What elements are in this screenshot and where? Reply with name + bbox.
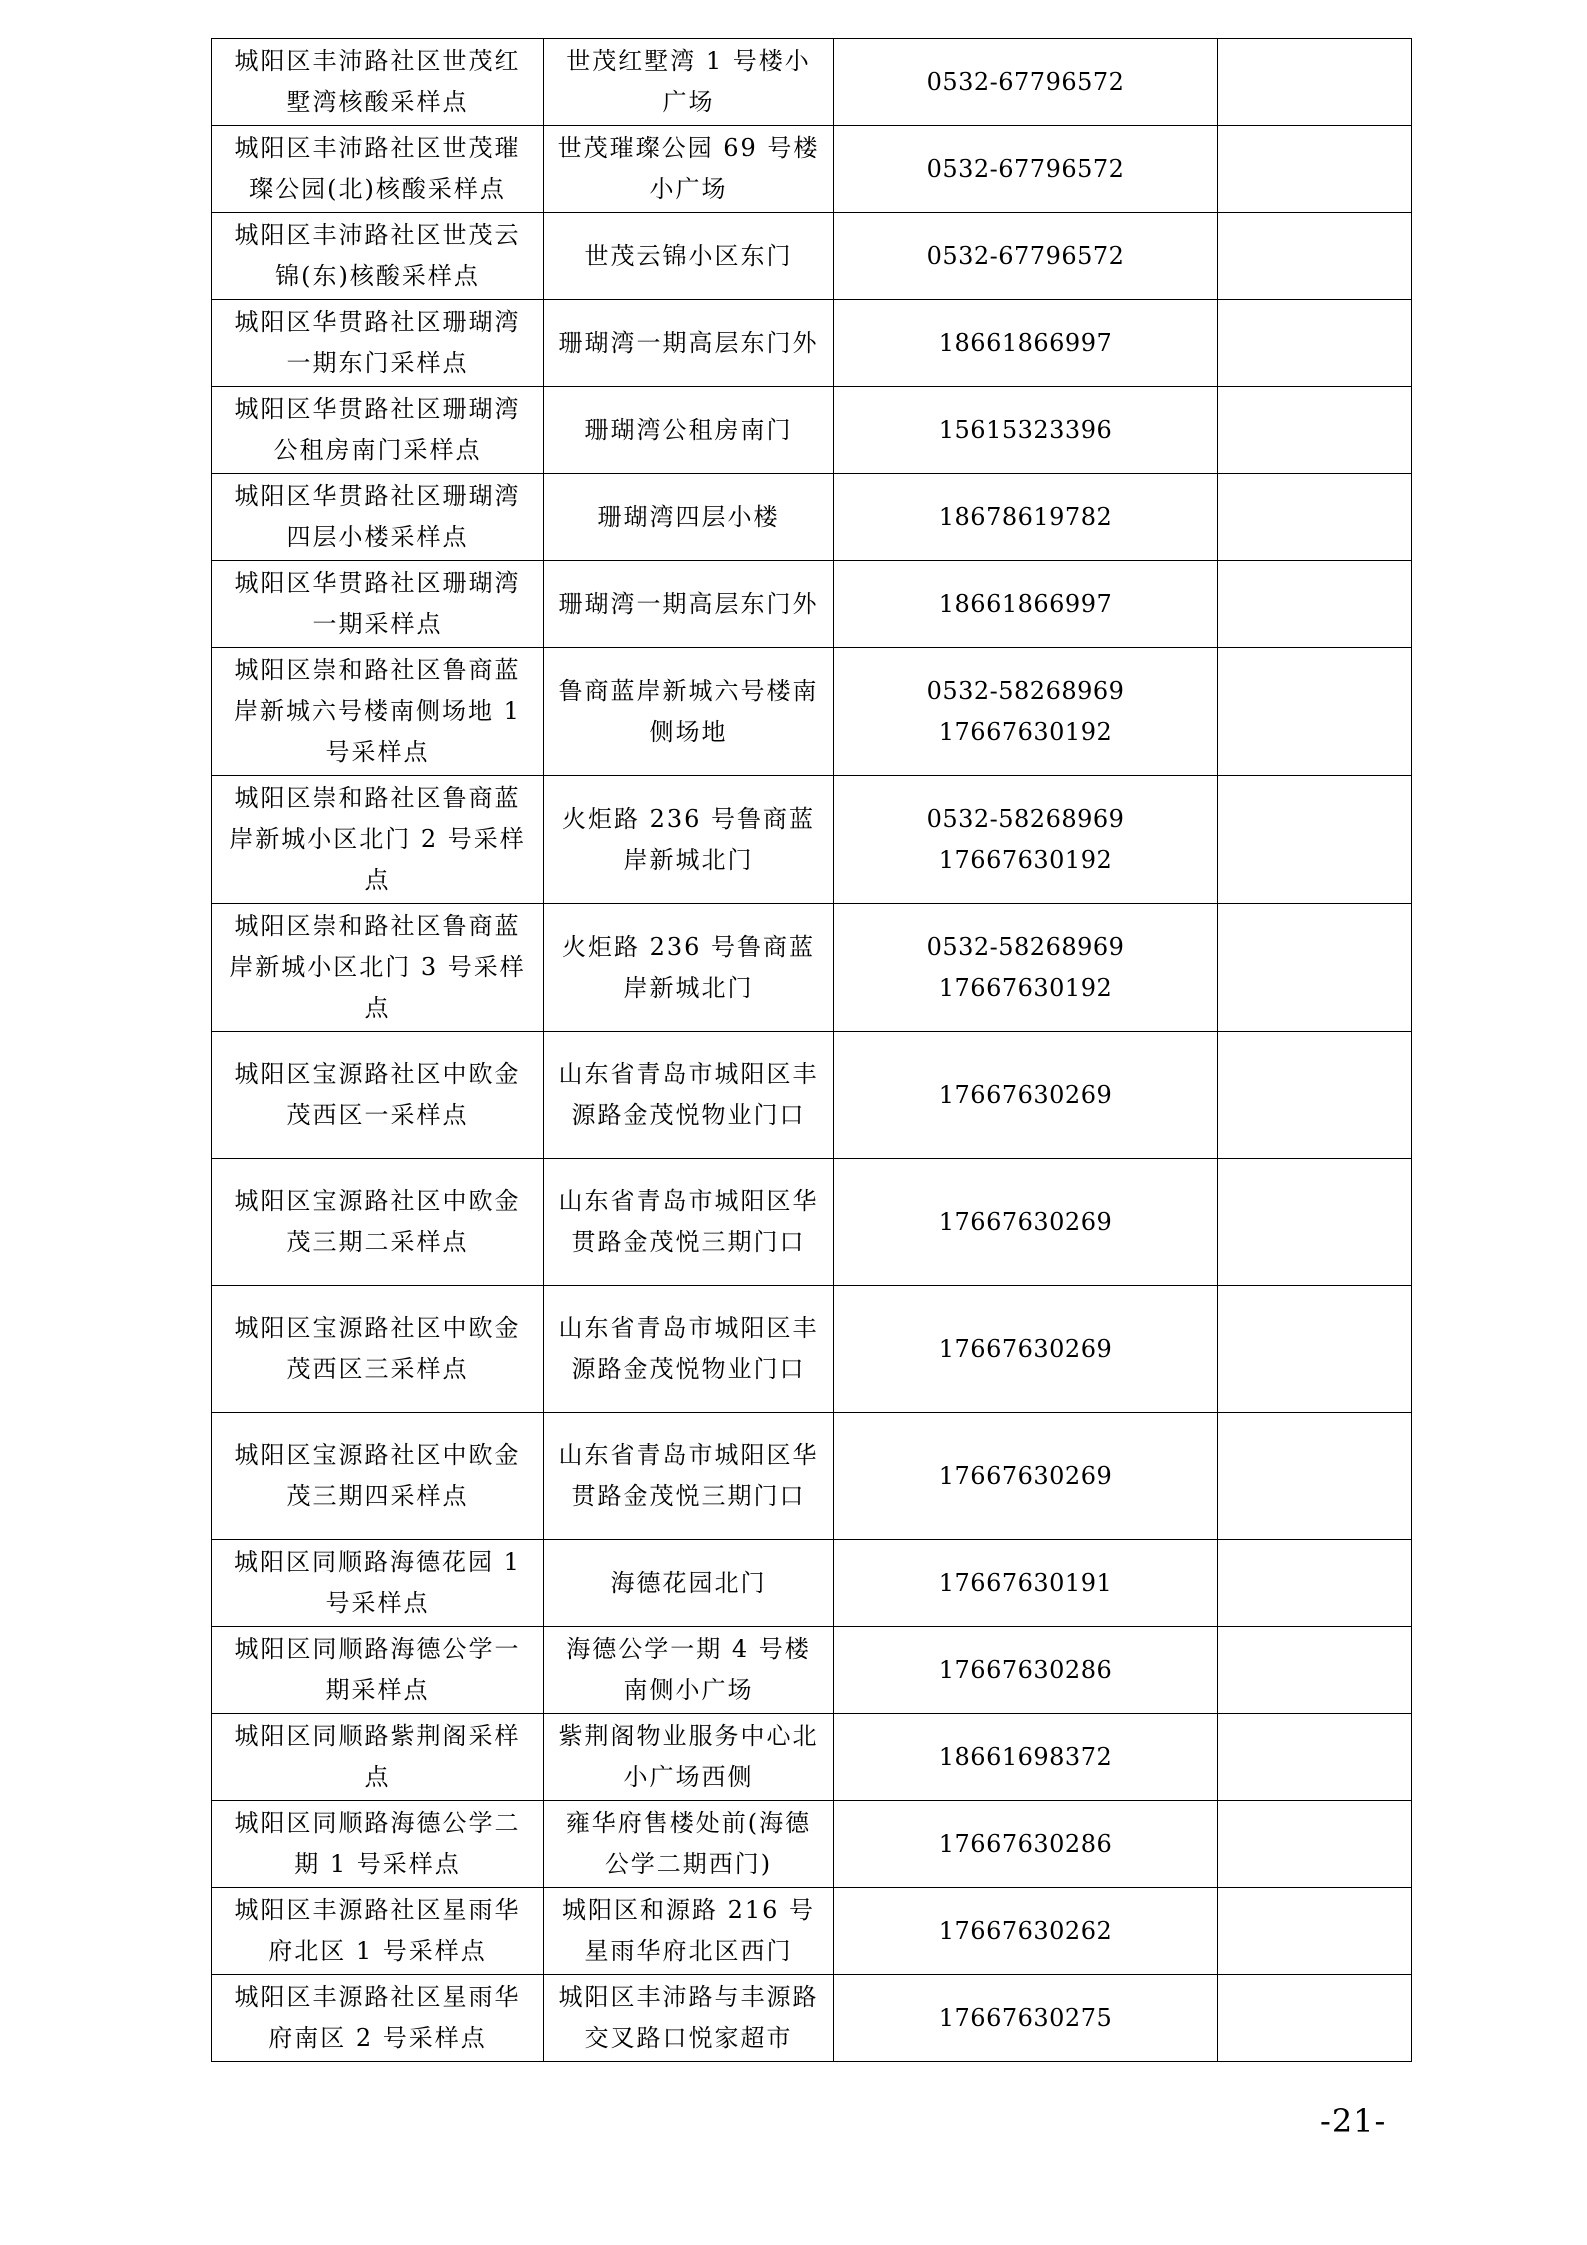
site-address-cell: 山东省青岛市城阳区华贯路金茂悦三期门口 [544, 1159, 834, 1286]
site-name-cell: 城阳区宝源路社区中欧金茂西区三采样点 [212, 1286, 544, 1413]
note-cell [1218, 1159, 1412, 1286]
phone-number: 17667630191 [938, 1568, 1113, 1597]
site-name-cell: 城阳区同顺路海德公学二期 1 号采样点 [212, 1801, 544, 1888]
site-address-cell: 火炬路 236 号鲁商蓝岸新城北门 [544, 904, 834, 1032]
phone-number: 0532-58268969 [926, 804, 1125, 833]
contact-phone-cell [834, 1032, 1218, 1159]
contact-phone-cell [834, 561, 1218, 648]
note-cell [1218, 561, 1412, 648]
phone-number: 18678619782 [938, 502, 1113, 531]
phone-number: 18661698372 [938, 1742, 1113, 1771]
phone-number: 0532-67796572 [926, 67, 1125, 96]
phone-number: 17667630192 [938, 973, 1113, 1002]
site-address-cell: 城阳区丰沛路与丰源路交叉路口悦家超市 [544, 1975, 834, 2062]
site-address-cell: 雍华府售楼处前(海德公学二期西门) [544, 1801, 834, 1888]
site-name-cell: 城阳区丰源路社区星雨华府北区 1 号采样点 [212, 1888, 544, 1975]
table-row [212, 561, 1412, 648]
table-row [212, 1032, 1412, 1159]
site-name-cell: 城阳区崇和路社区鲁商蓝岸新城小区北门 2 号采样点 [212, 776, 544, 904]
contact-phone-cell [834, 213, 1218, 300]
site-name-cell: 城阳区同顺路紫荆阁采样点 [212, 1714, 544, 1801]
note-cell [1218, 213, 1412, 300]
phone-number: 17667630269 [938, 1334, 1113, 1363]
table-row [212, 300, 1412, 387]
table-row [212, 1801, 1412, 1888]
phone-number: 17667630262 [938, 1916, 1113, 1945]
site-address-cell: 珊瑚湾四层小楼 [544, 474, 834, 561]
contact-phone-cell [834, 1540, 1218, 1627]
phone-number: 17667630269 [938, 1207, 1113, 1236]
table-row [212, 213, 1412, 300]
phone-number: 18661866997 [938, 589, 1113, 618]
note-cell [1218, 1540, 1412, 1627]
table-row [212, 904, 1412, 1032]
contact-phone-cell [834, 648, 1218, 776]
phone-number: 17667630269 [938, 1461, 1113, 1490]
note-cell [1218, 1975, 1412, 2062]
contact-phone-cell [834, 1627, 1218, 1714]
site-name-cell: 城阳区崇和路社区鲁商蓝岸新城六号楼南侧场地 1 号采样点 [212, 648, 544, 776]
table-row [212, 648, 1412, 776]
site-address-cell: 珊瑚湾一期高层东门外 [544, 300, 834, 387]
site-name-cell: 城阳区丰沛路社区世茂云锦(东)核酸采样点 [212, 213, 544, 300]
site-name-cell: 城阳区同顺路海德公学一期采样点 [212, 1627, 544, 1714]
contact-phone-cell [834, 39, 1218, 126]
phone-number: 18661866997 [938, 328, 1113, 357]
site-address-cell: 火炬路 236 号鲁商蓝岸新城北门 [544, 776, 834, 904]
site-address-cell: 山东省青岛市城阳区丰源路金茂悦物业门口 [544, 1286, 834, 1413]
site-name-cell: 城阳区丰沛路社区世茂璀璨公园(北)核酸采样点 [212, 126, 544, 213]
site-address-cell: 紫荆阁物业服务中心北小广场西侧 [544, 1714, 834, 1801]
contact-phone-cell [834, 387, 1218, 474]
note-cell [1218, 776, 1412, 904]
phone-number: 17667630192 [938, 717, 1113, 746]
contact-phone-cell [834, 300, 1218, 387]
contact-phone-cell [834, 1413, 1218, 1540]
note-cell [1218, 1286, 1412, 1413]
table-row [212, 1286, 1412, 1413]
site-name-cell: 城阳区华贯路社区珊瑚湾一期东门采样点 [212, 300, 544, 387]
contact-phone-cell [834, 776, 1218, 904]
table-row [212, 1888, 1412, 1975]
phone-number: 0532-67796572 [926, 154, 1125, 183]
contact-phone-cell [834, 1975, 1218, 2062]
site-name-cell: 城阳区华贯路社区珊瑚湾公租房南门采样点 [212, 387, 544, 474]
table-row [212, 1714, 1412, 1801]
site-address-cell: 珊瑚湾一期高层东门外 [544, 561, 834, 648]
site-address-cell: 珊瑚湾公租房南门 [544, 387, 834, 474]
table-row [212, 126, 1412, 213]
site-address-cell: 海德花园北门 [544, 1540, 834, 1627]
table-body [212, 39, 1412, 2062]
site-name-cell: 城阳区华贯路社区珊瑚湾一期采样点 [212, 561, 544, 648]
note-cell [1218, 1888, 1412, 1975]
site-name-cell: 城阳区丰沛路社区世茂红墅湾核酸采样点 [212, 39, 544, 126]
phone-number: 17667630286 [938, 1655, 1113, 1684]
site-address-cell: 世茂云锦小区东门 [544, 213, 834, 300]
site-address-cell: 世茂璀璨公园 69 号楼小广场 [544, 126, 834, 213]
phone-number: 0532-67796572 [926, 241, 1125, 270]
phone-number: 0532-58268969 [926, 932, 1125, 961]
note-cell [1218, 904, 1412, 1032]
contact-phone-cell [834, 1286, 1218, 1413]
phone-number: 17667630275 [938, 2003, 1113, 2032]
contact-phone-cell [834, 1801, 1218, 1888]
table-row [212, 387, 1412, 474]
contact-phone-cell [834, 904, 1218, 1032]
note-cell [1218, 300, 1412, 387]
note-cell [1218, 1627, 1412, 1714]
contact-phone-cell [834, 474, 1218, 561]
phone-number: 17667630269 [938, 1080, 1113, 1109]
phone-number: 17667630192 [938, 845, 1113, 874]
sampling-sites-table [211, 38, 1412, 2062]
note-cell [1218, 1413, 1412, 1540]
site-name-cell: 城阳区宝源路社区中欧金茂西区一采样点 [212, 1032, 544, 1159]
page-number: -21- [1320, 2102, 1387, 2140]
table-row [212, 39, 1412, 126]
contact-phone-cell [834, 1714, 1218, 1801]
site-name-cell: 城阳区华贯路社区珊瑚湾四层小楼采样点 [212, 474, 544, 561]
site-name-cell: 城阳区宝源路社区中欧金茂三期二采样点 [212, 1159, 544, 1286]
site-name-cell: 城阳区丰源路社区星雨华府南区 2 号采样点 [212, 1975, 544, 2062]
site-address-cell: 海德公学一期 4 号楼南侧小广场 [544, 1627, 834, 1714]
note-cell [1218, 1032, 1412, 1159]
contact-phone-cell [834, 126, 1218, 213]
table-row [212, 776, 1412, 904]
note-cell [1218, 648, 1412, 776]
phone-number: 17667630286 [938, 1829, 1113, 1858]
note-cell [1218, 126, 1412, 213]
table-row [212, 1975, 1412, 2062]
table-row [212, 1159, 1412, 1286]
table-row [212, 1540, 1412, 1627]
site-address-cell: 世茂红墅湾 1 号楼小广场 [544, 39, 834, 126]
table-row [212, 1627, 1412, 1714]
site-name-cell: 城阳区崇和路社区鲁商蓝岸新城小区北门 3 号采样点 [212, 904, 544, 1032]
site-address-cell: 山东省青岛市城阳区华贯路金茂悦三期门口 [544, 1413, 834, 1540]
site-name-cell: 城阳区宝源路社区中欧金茂三期四采样点 [212, 1413, 544, 1540]
note-cell [1218, 1714, 1412, 1801]
site-address-cell: 山东省青岛市城阳区丰源路金茂悦物业门口 [544, 1032, 834, 1159]
contact-phone-cell [834, 1159, 1218, 1286]
site-address-cell: 鲁商蓝岸新城六号楼南侧场地 [544, 648, 834, 776]
note-cell [1218, 474, 1412, 561]
phone-number: 0532-58268969 [926, 676, 1125, 705]
note-cell [1218, 387, 1412, 474]
site-address-cell: 城阳区和源路 216 号星雨华府北区西门 [544, 1888, 834, 1975]
contact-phone-cell [834, 1888, 1218, 1975]
phone-number: 15615323396 [938, 415, 1113, 444]
table-row [212, 474, 1412, 561]
note-cell [1218, 39, 1412, 126]
table-row [212, 1413, 1412, 1540]
note-cell [1218, 1801, 1412, 1888]
site-name-cell: 城阳区同顺路海德花园 1 号采样点 [212, 1540, 544, 1627]
